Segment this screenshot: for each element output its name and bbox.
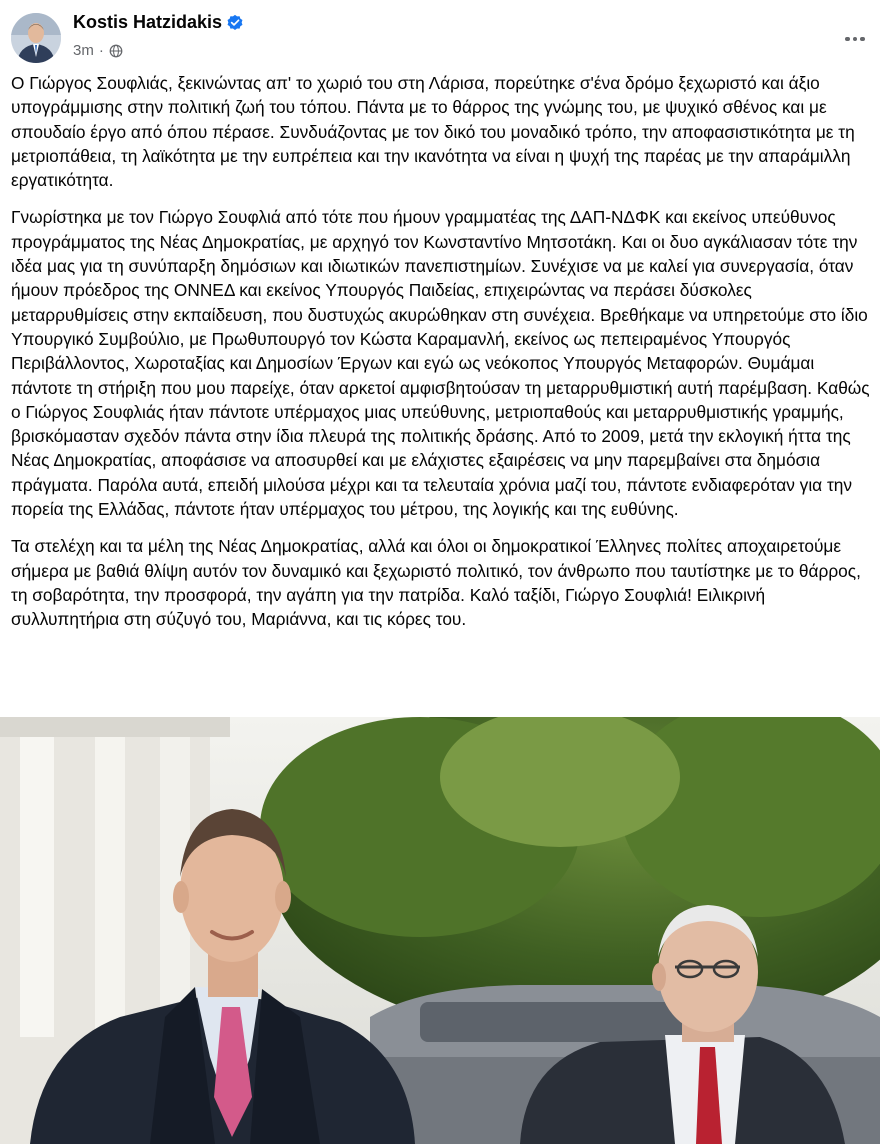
- globe-icon: [109, 44, 123, 58]
- author-avatar[interactable]: [11, 13, 61, 63]
- post-paragraph-2: Γνωρίστηκα με τον Γιώργο Σουφλιά από τότε που ήμουν γραμματέας της ΔΑΠ-ΝΔΦΚ και εκείνος υπεύθυνος προγράμματος της Νέας Δημοκρατίας, με αρχηγό τον Κωνσταντίνο Μητσοτάκη. Και οι δυο αγκάλιασαν τότε την ιδέα μας για τη συνύπαρξη δημόσιων και ιδιωτικών πανεπιστημίων. Συνέχισε να με καλεί για συνεργασία, όταν ήμουν πρόεδρος της ΟΝΝΕΔ και εκείνος Υπουργός Παιδείας, επιχειρώντας να περάσει δύσκολες μεταρρυθμίσεις στην εκπαίδευση, που δυστυχώς ακυρώθηκαν στη συνέχεια. Βρεθήκαμε να υπηρετούμε στο ίδιο Υπουργικό Συμβούλιο, με Πρωθυπουργό τον Κώστα Καραμανλή, εκείνος ως πεπειραμένος Υπουργός Περιβάλλοντος, Χωροταξίας και Δημοσίων Έργων και εγώ ως νεόκοπος Υπουργός Μεταφορών. Θυμάμαι πάντοτε τη στήριξη που μου παρείχε, όταν αρκετοί αμφισβητούσαν τη μεταρρυθμιστική αυτή παρέμβαση. Καθώς ο Γιώργος Σουφλιάς ήταν πάντοτε υπέρμαχος μιας υπεύθυνης, μετριοπαθούς και μεταρρυθμιστικής γραμμής, βρισκόμασταν σχεδόν πάντα στην ίδια πλευρά της πολιτικής δράσης. Από το 2009, μετά την εκλογική ήττα της Νέας Δημοκρατίας, αποφάσισε να αποσυρθεί και με ελάχιστες εξαιρέσεις να μην παρεμβαίνει στα δημόσια πράγματα. Παρόλα αυτά, επειδή μιλούσα μέχρι και τα τελευταία χρόνια μαζί του, πάντοτε ενδιαφερόταν για την πορεία της Ελλάδας, πάντοτε ήταν υπέρμαχος του μέτρου, της λογικής και της ευθύνης.: [11, 207, 870, 520]
- post-photo[interactable]: [0, 717, 880, 1144]
- post-text: [11, 71, 873, 645]
- more-options-icon: [845, 37, 865, 42]
- verified-badge-icon: [226, 14, 244, 32]
- avatar-photo-icon: [11, 13, 61, 63]
- post-header: [0, 0, 880, 68]
- meta-separator: ·: [98, 42, 104, 59]
- post-paragraph-1: Ο Γιώργος Σουφλιάς, ξεκινώντας απ' το χωριό του στη Λάρισα, πορεύτηκε σ'ένα δρόμο ξεχωριστό και άξιο υπογράμμισης στην πολιτική ζωή του τόπου. Πάντα με το θάρρος της γνώμης του, με ψυχικό σθένος και με σπουδαίο έργο από όπου πέρασε. Συνδυάζοντας με τον δικό του μοναδικό τρόπο, την αποφασιστικότητα με τη μετριοπάθεια, τη λαϊκότητα με την ευπρέπεια και την ικανότητα να είναι η ψυχή της παρέας με την απαράμιλλη εργατικότητα.: [11, 73, 855, 191]
- post-time[interactable]: 3m: [73, 42, 94, 59]
- more-options-button[interactable]: [838, 24, 872, 54]
- post-meta: [73, 42, 123, 59]
- post-photo-image: [0, 717, 880, 1144]
- post-paragraph-3: Τα στελέχη και τα μέλη της Νέας Δημοκρατίας, αλλά και όλοι οι δημοκρατικοί Έλληνες πολίτες αποχαιρετούμε σήμερα με βαθιά θλίψη αυτόν τον δυναμικό και ξεχωριστό πολιτικό, τον άνθρωπο που ταυτίστηκε με το θάρρος, τη σοβαρότητα, την προσφορά, την αγάπη για την πατρίδα. Καλό ταξίδι, Γιώργο Σουφλιά! Ειλικρινή συλλυπητήρια στη σύζυγό του, Μαριάννα, και τις κόρες του.: [11, 536, 861, 630]
- author-name[interactable]: Kostis Hatzidakis: [73, 12, 223, 32]
